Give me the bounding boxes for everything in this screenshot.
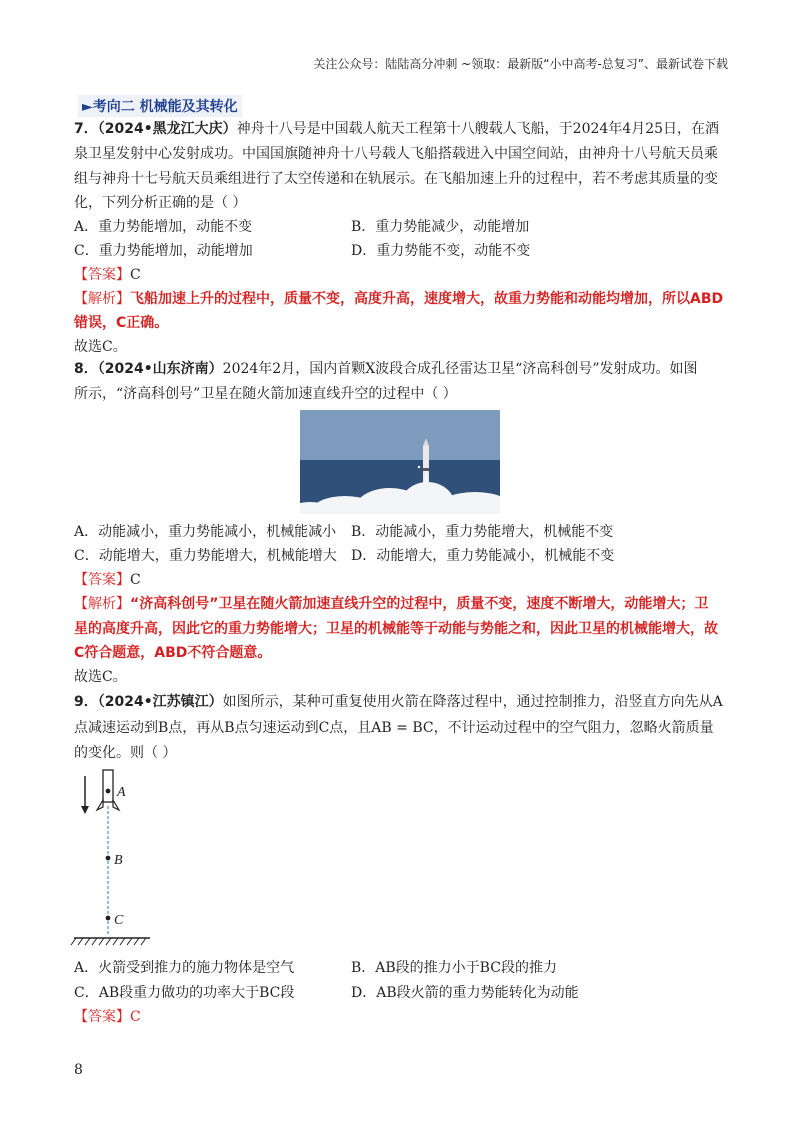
- q7-analysis-label: 【解析】: [74, 291, 130, 307]
- q8-line-1: [74, 357, 698, 382]
- q7-stem-2: 泉卫星发射中心发射成功。中国国旗随神舟十八号载人飞船搭载进入中国空间站，由神舟十八号航天员乘: [74, 146, 718, 162]
- page-header: 关注公众号：陆陆高分冲刺 ~领取：最新版“小中高考-总复习”、最新试卷下载: [313, 57, 728, 71]
- q8-analysis-label: 【解析】: [74, 596, 130, 612]
- q7-option-a: A．重力势能增加，动能不变: [74, 219, 253, 235]
- q7-analysis-2: 错误，C正确。: [74, 315, 169, 331]
- q7-stem-3: 组与神舟十七号航天员乘组进行了太空传递和在轨展示。在飞船加速上升的过程中，若不考虑其质量的变: [74, 171, 718, 187]
- q9-answer: [74, 1005, 141, 1030]
- q8-stem-2: 所示，“济高科创号”卫星在随火箭加速直线升空的过程中（ ）: [74, 386, 457, 402]
- q9-label-b: B: [114, 853, 123, 868]
- q7-answer-value: C: [130, 267, 141, 283]
- q9-stem-1: 如图所示，某种可重复使用火箭在降落过程中，通过控制推力，沿竖直方向先从A: [222, 694, 723, 710]
- q7-number: 7．: [74, 121, 98, 137]
- q7-analysis-1: [74, 287, 723, 312]
- q8-number: 8．: [74, 361, 98, 377]
- q7-answer: [74, 263, 141, 288]
- q9-stem-2: 点减速运动到B点，再从B点匀速运动到C点，且AB = BC，不计运动过程中的空气阻力，忽略火箭质量: [74, 720, 714, 736]
- q8-analysis-3: C符合题意，ABD不符合题意。: [74, 645, 272, 661]
- q9-source: （2024•江苏镇江）: [97, 694, 223, 710]
- q9-line-1: [74, 690, 723, 715]
- q9-option-a: A．火箭受到推力的施力物体是空气: [74, 960, 295, 976]
- q8-option-d: D．动能增大，重力势能减小，机械能不变: [351, 548, 615, 564]
- q9-stem-3: 的变化。则（ ）: [74, 745, 177, 761]
- q7-option-d: D．重力势能不变，动能不变: [351, 243, 531, 259]
- q7-source: （2024•黑龙江大庆）: [97, 121, 237, 137]
- rocket-launch-photo: [300, 410, 500, 514]
- page-number: 8: [74, 1062, 83, 1078]
- q7-line-1: [74, 117, 719, 142]
- q9-option-b: B．AB段的推力小于BC段的推力: [351, 960, 557, 976]
- q9-number: 9．: [74, 694, 98, 710]
- q7-analysis-text-1: 飞船加速上升的过程中，质量不变，高度升高，速度增大，故重力势能和动能均增加，所以ABD: [130, 291, 724, 307]
- q7-option-c: C．重力势能增加，动能增加: [74, 243, 253, 259]
- q9-option-d: D．AB段火箭的重力势能转化为动能: [351, 985, 579, 1001]
- q8-answer-value: C: [130, 572, 141, 588]
- q8-conclusion: 故选C。: [74, 669, 127, 685]
- q9-label-a: A: [117, 785, 126, 800]
- q8-answer: [74, 568, 141, 593]
- q8-answer-label: 【答案】: [74, 572, 130, 588]
- q8-stem-1: 2024年2月，国内首颗X波段合成孔径雷达卫星“济高科创号”发射成功。如图: [222, 361, 698, 377]
- q8-source: （2024•山东济南）: [97, 361, 223, 377]
- q7-answer-label: 【答案】: [74, 267, 130, 283]
- q7-option-b: B．重力势能减少，动能增加: [351, 219, 530, 235]
- q7-conclusion: 故选C。: [74, 339, 127, 355]
- q8-option-c: C．动能增大，重力势能增大，机械能增大: [74, 548, 337, 564]
- section-title: ►考向二 机械能及其转化: [78, 95, 242, 117]
- q8-option-b: B．动能减小，重力势能增大，机械能不变: [351, 524, 614, 540]
- q9-label-c: C: [114, 913, 124, 928]
- q8-option-a: A．动能减小，重力势能减小，机械能减小: [74, 524, 337, 540]
- q9-option-c: C．AB段重力做功的功率大于BC段: [74, 985, 295, 1001]
- q7-stem-1: 神舟十八号是中国载人航天工程第十八艘载人飞船，于2024年4月25日，在酒: [236, 121, 720, 137]
- q8-analysis-text-1: “济高科创号”卫星在随火箭加速直线升空的过程中，质量不变，速度不断增大，动能增大；卫: [130, 596, 709, 612]
- q9-answer-value: C: [130, 1009, 141, 1025]
- q7-stem-4: 化，下列分析正确的是（ ）: [74, 195, 247, 211]
- q8-analysis-1: [74, 592, 708, 617]
- q8-analysis-2: 星的高度升高，因此它的重力势能增大；卫星的机械能等于动能与势能之和，因此卫星的机械能增大，故: [74, 621, 718, 637]
- q9-rocket-diagram: [70, 766, 160, 952]
- q9-answer-label: 【答案】: [74, 1009, 130, 1025]
